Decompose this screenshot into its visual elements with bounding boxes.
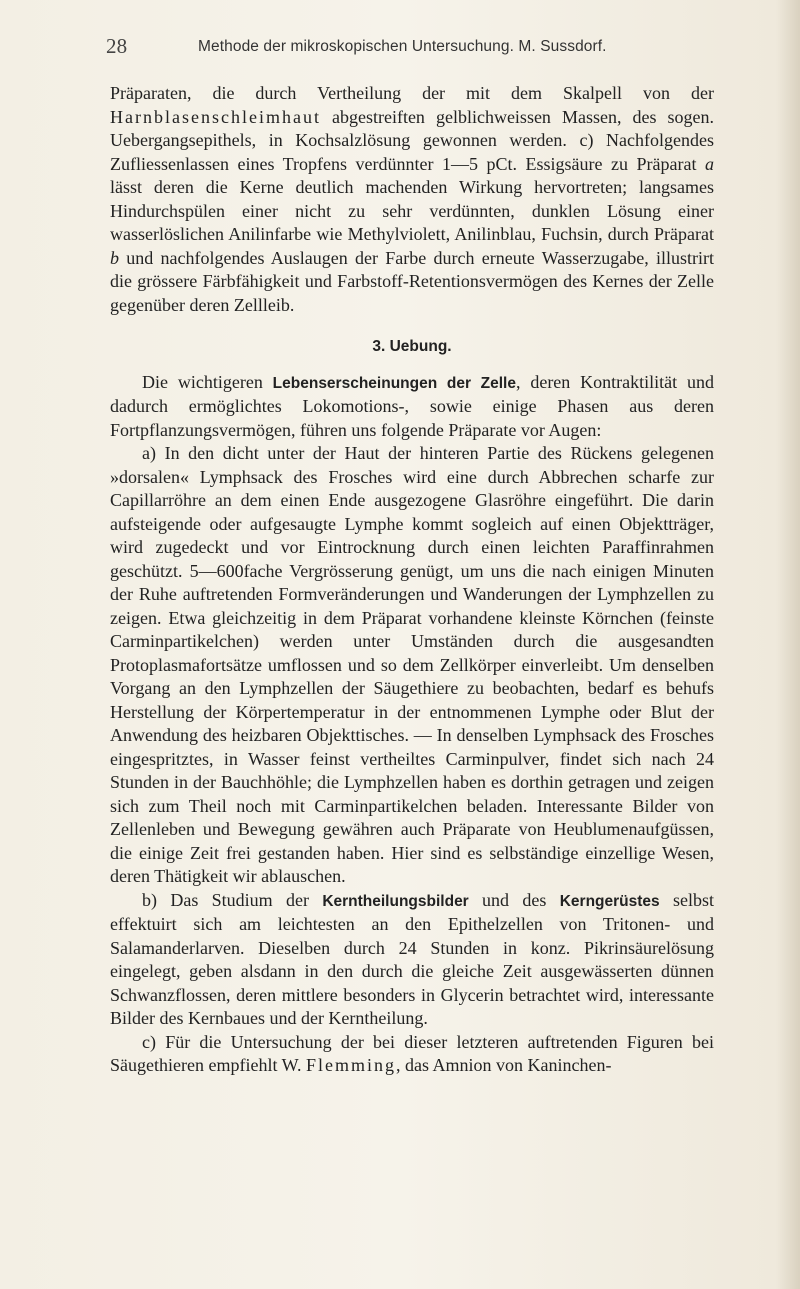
text-run: und des [468, 889, 560, 910]
text-run: und nachfolgendes Auslaugen der Farbe durch erneute Wasserzugabe, illustrirt die grössere Färbfähigkeit und Farbstoff-Retentionsvermögen des Kernes der Zelle gegenüber deren Zellleib. [110, 247, 714, 315]
italic-label-a: a [705, 153, 714, 174]
bold-term-lebenserscheinungen: Lebenserscheinungen der Zelle [272, 374, 516, 392]
text-run: lässt deren die Kerne deutlich machenden Wirkung hervortreten; langsames Hindurchspülen einer nicht zu sehr verdünnten, dunklen Lösung einer wasserlöslichen Anilinfarbe wie Methylviolett, Anilinblau, Fuchsin, durch Präparat [110, 177, 714, 244]
paragraph-praeparaten [110, 82, 714, 317]
page-body [110, 82, 714, 1078]
spaced-term-harnblasenschleimhaut: Harnblasenschleimhaut [110, 106, 321, 127]
paragraph-a-lymphsack: a) In den dicht unter der Haut der hinteren Partie des Rückens gelegenen »dorsalen« Lymphsack des Frosches wird eine durch Abbrechen scharfe zur Capillarröhre an dem einen Ende ausgezogene Glasröhre eingeführt. Die darin aufsteigende oder aufgesaugte Lymphe kommt sogleich auf einen Objektträger, wird zugedeckt und vor Eintrocknung durch einen leichten Paraffinrahmen geschützt. 5—600fache Vergrösserung genügt, um uns die nach einigen Minuten der Ruhe auftretenden Formveränderungen und Wanderungen der Lymphzellen zu zeigen. Etwa gleichzeitig in dem Präparat vorhandene kleinste Körnchen (feinste Carminpartikelchen) werden unter Umständen durch die ausgesandten Protoplasmafortsätze umflossen und so dem Zellkörper einverleibt. Um denselben Vorgang an den Lymphzellen der Säugethiere zu beobachten, bedarf es behufs Herstellung der Körpertemperatur in der entnommenen Lymphe oder Blut der Anwendung des heizbaren Objekttisches. — In denselben Lymphsack des Frosches eingespritztes, in Wasser feinst vertheiltes Carminpulver, findet sich nach 24 Stunden in der Bauchhöhle; die Lymphzellen haben es dorthin getragen und zeigen sich zum Theil noch mit Carminpartikelchen beladen. Interessante Bilder von Zellenleben und Bewegung gewähren auch Präparate von Heublumenaufgüssen, die einige Zeit frei gestanden haben. Hier sind es selbständige einzellige Wesen, deren Thätigkeit wir ablauschen. [110, 443, 714, 886]
bold-term-kerntheilungsbilder: Kerntheilungsbilder [322, 892, 469, 910]
text-run: selbst effektuirt sich am leichtesten an den Epithelzellen von Tritonen- und Salamanderlarven. Dieselben durch 24 Stunden in konz. Pikrinsäurelösung eingelegt, geben alsdann in den durch die gleiche Zeit ausgewässerten dünnen Schwanzflossen, deren mittlere besonders in Glycerin betrachtet wird, interessante Bilder des Kernbaues und der Kerntheilung. [110, 889, 714, 1028]
text-run: Die wichtigeren [142, 371, 273, 392]
bold-term-kerngeruestes: Kerngerüstes [559, 892, 660, 910]
text-run: c) Für die Untersuchung der bei dieser letzteren auftretenden Figuren bei Säugethieren empfiehlt W. [110, 1031, 714, 1075]
text-run: , das Amnion von Kaninchen- [395, 1055, 612, 1075]
text-run: , deren Kontraktilität und dadurch ermöglichtes Lokomotions-, sowie einige Phasen aus deren Fortpflanzungsvermögen, führen uns folgende Präparate vor Augen: [110, 371, 714, 440]
section-heading: 3. Uebung. [372, 338, 452, 355]
text-run: b) Das Studium der [142, 889, 323, 910]
page-number: 28 [106, 34, 128, 58]
text-run: abgestreiften gelblichweissen Massen, des sogen. Uebergangsepithels, in Kochsalzlösung gewonnen werden. c) Nachfolgendes Zufliessenlassen eines Tropfens verdünnter 1—5 pCt. Essigsäure zu Präparat [110, 106, 714, 174]
paragraph-c-saeugethiere [110, 1031, 714, 1078]
paragraph-b-kerntheilung [110, 889, 714, 1031]
italic-label-b: b [110, 247, 119, 268]
paragraph-lebenserscheinungen [110, 371, 714, 443]
text-run: Präparaten, die durch Vertheilung der mit dem Skalpell von der [110, 83, 714, 103]
running-title: Methode der mikroskopischen Untersuchung. M. Sussdorf. [198, 38, 607, 55]
spaced-name-flemming: Flemming [305, 1055, 396, 1075]
